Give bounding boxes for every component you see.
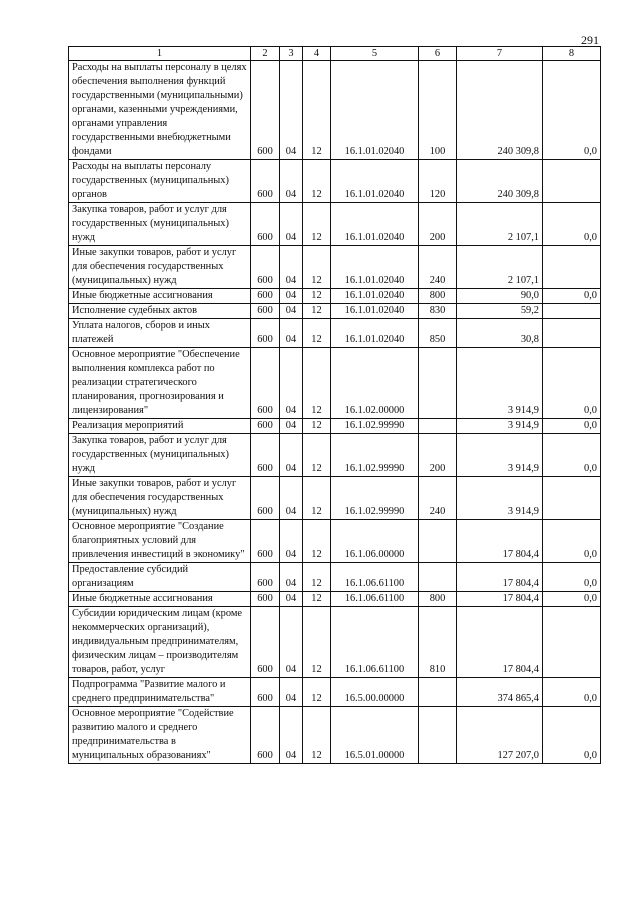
code-subsection-cell: 12 xyxy=(303,678,331,707)
code-section-cell: 04 xyxy=(280,707,303,764)
code-section-cell: 04 xyxy=(280,520,303,563)
code-ministry-cell: 600 xyxy=(251,592,280,607)
code-section-cell: 04 xyxy=(280,289,303,304)
code-section-cell: 04 xyxy=(280,419,303,434)
table-row xyxy=(69,419,601,434)
amount-extra-cell: 0,0 xyxy=(543,707,601,764)
table-row xyxy=(69,563,601,592)
column-header: 7 xyxy=(457,47,543,61)
row-name-cell: Субсидии юридическим лицам (кроме некоммерческих организаций), индивидуальным предпринимателям, физическим лицам – производителям товаров, работ, услуг xyxy=(69,607,251,678)
table-body xyxy=(69,61,601,764)
table-row xyxy=(69,607,601,678)
code-target-cell: 16.1.01.02040 xyxy=(331,319,419,348)
amount-cell: 2 107,1 xyxy=(457,246,543,289)
code-subsection-cell: 12 xyxy=(303,520,331,563)
code-section-cell: 04 xyxy=(280,607,303,678)
amount-cell: 3 914,9 xyxy=(457,348,543,419)
code-ministry-cell: 600 xyxy=(251,434,280,477)
amount-extra-cell xyxy=(543,607,601,678)
amount-extra-cell xyxy=(543,319,601,348)
table-row xyxy=(69,592,601,607)
code-ministry-cell: 600 xyxy=(251,319,280,348)
table-row xyxy=(69,61,601,160)
budget-table xyxy=(68,46,601,764)
table-row xyxy=(69,246,601,289)
code-ministry-cell: 600 xyxy=(251,348,280,419)
code-section-cell: 04 xyxy=(280,348,303,419)
code-section-cell: 04 xyxy=(280,61,303,160)
row-name-cell: Закупка товаров, работ и услуг для государственных (муниципальных) нужд xyxy=(69,434,251,477)
code-expense-type-cell: 800 xyxy=(419,592,457,607)
code-expense-type-cell xyxy=(419,419,457,434)
amount-extra-cell: 0,0 xyxy=(543,419,601,434)
amount-cell: 127 207,0 xyxy=(457,707,543,764)
code-ministry-cell: 600 xyxy=(251,304,280,319)
code-ministry-cell: 600 xyxy=(251,289,280,304)
amount-cell: 240 309,8 xyxy=(457,160,543,203)
row-name-cell: Уплата налогов, сборов и иных платежей xyxy=(69,319,251,348)
code-target-cell: 16.1.01.02040 xyxy=(331,304,419,319)
column-header: 4 xyxy=(303,47,331,61)
row-name-cell: Закупка товаров, работ и услуг для государственных (муниципальных) нужд xyxy=(69,203,251,246)
amount-extra-cell xyxy=(543,477,601,520)
code-target-cell: 16.1.06.00000 xyxy=(331,520,419,563)
amount-cell: 240 309,8 xyxy=(457,61,543,160)
code-target-cell: 16.1.01.02040 xyxy=(331,203,419,246)
column-header: 2 xyxy=(251,47,280,61)
code-ministry-cell: 600 xyxy=(251,707,280,764)
code-expense-type-cell xyxy=(419,563,457,592)
page-number: 291 xyxy=(581,33,599,47)
column-header: 5 xyxy=(331,47,419,61)
code-ministry-cell: 600 xyxy=(251,563,280,592)
code-section-cell: 04 xyxy=(280,477,303,520)
code-ministry-cell: 600 xyxy=(251,203,280,246)
table-row xyxy=(69,319,601,348)
code-target-cell: 16.1.01.02040 xyxy=(331,160,419,203)
code-ministry-cell: 600 xyxy=(251,520,280,563)
amount-extra-cell: 0,0 xyxy=(543,520,601,563)
amount-cell: 17 804,4 xyxy=(457,607,543,678)
code-target-cell: 16.1.02.00000 xyxy=(331,348,419,419)
row-name-cell: Основное мероприятие "Содействие развитию малого и среднего предпринимательства в муниципальных образованиях" xyxy=(69,707,251,764)
code-section-cell: 04 xyxy=(280,304,303,319)
amount-extra-cell xyxy=(543,304,601,319)
code-subsection-cell: 12 xyxy=(303,477,331,520)
header-row xyxy=(69,47,601,61)
code-section-cell: 04 xyxy=(280,592,303,607)
code-expense-type-cell: 200 xyxy=(419,203,457,246)
code-ministry-cell: 600 xyxy=(251,678,280,707)
amount-extra-cell xyxy=(543,246,601,289)
code-expense-type-cell: 120 xyxy=(419,160,457,203)
row-name-cell: Иные закупки товаров, работ и услуг для обеспечения государственных (муниципальных) нужд xyxy=(69,477,251,520)
table-row xyxy=(69,348,601,419)
amount-cell: 3 914,9 xyxy=(457,477,543,520)
code-subsection-cell: 12 xyxy=(303,607,331,678)
code-section-cell: 04 xyxy=(280,203,303,246)
column-header: 8 xyxy=(543,47,601,61)
code-section-cell: 04 xyxy=(280,563,303,592)
code-subsection-cell: 12 xyxy=(303,592,331,607)
row-name-cell: Исполнение судебных актов xyxy=(69,304,251,319)
row-name-cell: Расходы на выплаты персоналу государственных (муниципальных) органов xyxy=(69,160,251,203)
amount-extra-cell: 0,0 xyxy=(543,678,601,707)
code-section-cell: 04 xyxy=(280,434,303,477)
code-subsection-cell: 12 xyxy=(303,203,331,246)
row-name-cell: Иные бюджетные ассигнования xyxy=(69,289,251,304)
code-target-cell: 16.1.02.99990 xyxy=(331,477,419,520)
table-row xyxy=(69,434,601,477)
code-subsection-cell: 12 xyxy=(303,289,331,304)
row-name-cell: Реализация мероприятий xyxy=(69,419,251,434)
code-subsection-cell: 12 xyxy=(303,246,331,289)
amount-cell: 30,8 xyxy=(457,319,543,348)
code-subsection-cell: 12 xyxy=(303,707,331,764)
amount-cell: 3 914,9 xyxy=(457,419,543,434)
code-section-cell: 04 xyxy=(280,319,303,348)
amount-extra-cell xyxy=(543,160,601,203)
table-row xyxy=(69,160,601,203)
column-header: 1 xyxy=(69,47,251,61)
row-name-cell: Иные бюджетные ассигнования xyxy=(69,592,251,607)
table-row xyxy=(69,203,601,246)
table-row xyxy=(69,678,601,707)
amount-extra-cell: 0,0 xyxy=(543,563,601,592)
code-target-cell: 16.1.01.02040 xyxy=(331,61,419,160)
code-expense-type-cell: 830 xyxy=(419,304,457,319)
row-name-cell: Расходы на выплаты персоналу в целях обеспечения выполнения функций государственными (муниципальными) органами, казенными учреждениями, органами управления государственными внебюджетными фондами xyxy=(69,61,251,160)
code-subsection-cell: 12 xyxy=(303,419,331,434)
code-ministry-cell: 600 xyxy=(251,160,280,203)
code-expense-type-cell xyxy=(419,707,457,764)
code-subsection-cell: 12 xyxy=(303,304,331,319)
code-target-cell: 16.1.01.02040 xyxy=(331,289,419,304)
code-target-cell: 16.1.02.99990 xyxy=(331,419,419,434)
code-subsection-cell: 12 xyxy=(303,160,331,203)
code-target-cell: 16.1.01.02040 xyxy=(331,246,419,289)
table-row xyxy=(69,289,601,304)
column-header: 3 xyxy=(280,47,303,61)
code-target-cell: 16.1.06.61100 xyxy=(331,607,419,678)
row-name-cell: Иные закупки товаров, работ и услуг для обеспечения государственных (муниципальных) нужд xyxy=(69,246,251,289)
amount-extra-cell: 0,0 xyxy=(543,592,601,607)
code-expense-type-cell: 850 xyxy=(419,319,457,348)
code-ministry-cell: 600 xyxy=(251,61,280,160)
code-subsection-cell: 12 xyxy=(303,348,331,419)
amount-cell: 90,0 xyxy=(457,289,543,304)
amount-cell: 17 804,4 xyxy=(457,563,543,592)
amount-cell: 2 107,1 xyxy=(457,203,543,246)
code-target-cell: 16.1.06.61100 xyxy=(331,592,419,607)
code-section-cell: 04 xyxy=(280,160,303,203)
row-name-cell: Основное мероприятие "Создание благоприятных условий для привлечения инвестиций в экономику" xyxy=(69,520,251,563)
code-expense-type-cell: 810 xyxy=(419,607,457,678)
row-name-cell: Основное мероприятие "Обеспечение выполнения комплекса работ по реализации стратегического планирования, прогнозирования и лицензирования" xyxy=(69,348,251,419)
code-section-cell: 04 xyxy=(280,246,303,289)
table-row xyxy=(69,477,601,520)
code-ministry-cell: 600 xyxy=(251,246,280,289)
code-expense-type-cell: 800 xyxy=(419,289,457,304)
code-expense-type-cell xyxy=(419,520,457,563)
amount-extra-cell: 0,0 xyxy=(543,61,601,160)
code-section-cell: 04 xyxy=(280,678,303,707)
amount-cell: 374 865,4 xyxy=(457,678,543,707)
code-expense-type-cell: 240 xyxy=(419,246,457,289)
code-expense-type-cell: 100 xyxy=(419,61,457,160)
amount-cell: 59,2 xyxy=(457,304,543,319)
amount-extra-cell: 0,0 xyxy=(543,289,601,304)
row-name-cell: Предоставление субсидий организациям xyxy=(69,563,251,592)
amount-extra-cell: 0,0 xyxy=(543,434,601,477)
code-target-cell: 16.5.01.00000 xyxy=(331,707,419,764)
amount-extra-cell: 0,0 xyxy=(543,348,601,419)
table-row xyxy=(69,520,601,563)
code-expense-type-cell xyxy=(419,678,457,707)
amount-cell: 3 914,9 xyxy=(457,434,543,477)
amount-cell: 17 804,4 xyxy=(457,520,543,563)
table-row xyxy=(69,304,601,319)
code-target-cell: 16.1.02.99990 xyxy=(331,434,419,477)
code-ministry-cell: 600 xyxy=(251,419,280,434)
code-ministry-cell: 600 xyxy=(251,607,280,678)
code-subsection-cell: 12 xyxy=(303,563,331,592)
code-expense-type-cell: 200 xyxy=(419,434,457,477)
table-row xyxy=(69,707,601,764)
code-target-cell: 16.1.06.61100 xyxy=(331,563,419,592)
column-header: 6 xyxy=(419,47,457,61)
code-expense-type-cell: 240 xyxy=(419,477,457,520)
code-ministry-cell: 600 xyxy=(251,477,280,520)
code-expense-type-cell xyxy=(419,348,457,419)
row-name-cell: Подпрограмма "Развитие малого и среднего предпринимательства" xyxy=(69,678,251,707)
amount-extra-cell: 0,0 xyxy=(543,203,601,246)
amount-cell: 17 804,4 xyxy=(457,592,543,607)
code-subsection-cell: 12 xyxy=(303,434,331,477)
code-subsection-cell: 12 xyxy=(303,319,331,348)
code-target-cell: 16.5.00.00000 xyxy=(331,678,419,707)
code-subsection-cell: 12 xyxy=(303,61,331,160)
